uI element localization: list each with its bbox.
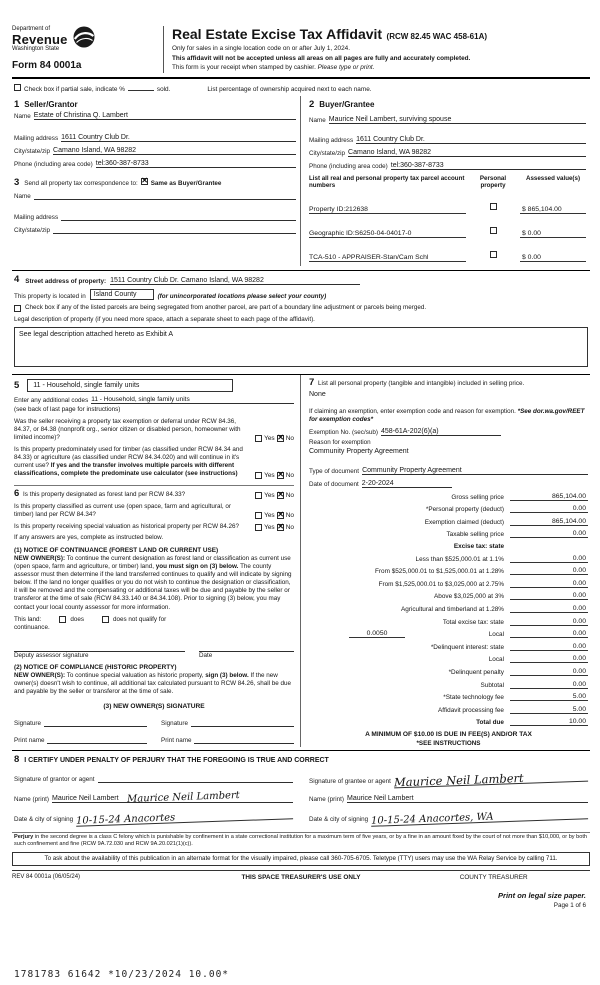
grantee-signature-block: Signature of grantee or agent Maurice Neil Lambert Name (print) Maurice Neil Lambert Date & city of signing 10-15-24 Anacortes, WA [309,765,588,823]
personal-property-field[interactable]: None [309,390,326,398]
section2-number: 2 [309,98,315,110]
seller-name-field[interactable]: Estate of Christina Q. Lambert [34,112,296,120]
title-block [164,26,590,73]
state-technology-fee-field[interactable]: 5.00 [510,693,588,701]
section8-number: 8 [14,754,20,766]
yes-no-group: Yes ✕ No [255,472,294,479]
personal-property-deduct-field[interactable]: 0.00 [510,505,588,513]
legal-description-field[interactable]: See legal description attached hereto as Exhibit A [14,327,588,367]
exemption-number-field[interactable]: 458-61A-202(6)(a) [381,428,501,436]
correspondence-mailing-field[interactable] [61,213,296,221]
correspondence-city-field[interactable] [53,226,296,234]
document-type-field[interactable]: Community Property Agreement [362,467,588,475]
tier1-tax-field[interactable]: 0.00 [510,555,588,563]
new-owners-signature-title: (3) NEW OWNER(S) SIGNATURE [103,703,205,711]
section-property-location: 4 Street address of property: 1511 Country Club Dr. Camano Island, WA 98282 This property is located in Island County (for unincorporated locations please select your county) Check box if any of the listed parcels are being segregated from another parcel, are part of a boundary line adjustment or parcels being merged. Legal description of property (if you need more space, attach a separate sheet to each page of the affidavit). See legal description attached hereto as Exhibit A [12,270,590,372]
section1-number: 1 [14,98,20,110]
correspondence-parcel-block [12,174,590,266]
yes-checkbox[interactable] [255,524,262,531]
personal-property-checkbox[interactable] [490,227,497,234]
deputy-signature-field[interactable] [14,644,185,652]
assessed-value-field[interactable]: $ 0.00 [520,230,586,238]
perjury-statement: Perjury in the second degree is a class C felony which is punishable by confinement in a state correctional institution for a maximum term of five years, or by a fine in an amount fixed by the court of not more than $10,000, or by both such confinement and fine (RCW 9A.72.030 and RCW 9A.20.021(1)(c)). [12,832,590,849]
tax-computation: Gross selling price 865,104.00 *Personal property (deduct) 0.00 Exemption claimed (deduct) 865,104.00 Taxable selling price 0.00 Excise tax: state Less than $525,000.01 at 1.1% 0.00 From $525,000.01 to $1,525,000.01 at 1.28% 0.00 From $1,525,000.01 to $3,025,000 at 2.75% 0.00 Above $3,025,000 at 3% 0.00 Agricultural and timberland at 1.28% 0.00 Total excise tax: state 0.00 0.0050 Local 0.00 *Delinquent interest: state 0.00 Local 0.00 *Delinquent penalty 0.00 Subtotal 0.00 *State technology fee 5.00 Affidavit processing fee 5.00 Total due 10.00 A MINIMUM OF $10.00 IS DUE IN FEE(S) AND/OR TAX *SEE INSTRUCTIONS [309,493,588,748]
section3-number: 3 [14,176,20,188]
delinquent-penalty-field[interactable]: 0.00 [510,668,588,676]
page-title: Real Estate Excise Tax Affidavit [172,26,383,42]
buyer-phone-field[interactable]: tel:360-387-8733 [391,162,586,170]
yes-no-group: Yes ✕ No [255,435,294,442]
legal-description-label: Legal description of property (if you need more space, attach a separate sheet to each page of the affidavit). [14,315,315,323]
section-certification [12,750,590,829]
see-back-note: (see back of last page for instructions) [14,405,121,413]
parcel-row [309,220,586,238]
dept-name: Revenue [12,32,68,47]
parcel-id-field[interactable]: Geographic ID:S6250-04-04017-0 [309,230,466,238]
dor-logo-icon [73,26,95,53]
section1-title: Seller/Grantor [24,99,78,109]
yes-no-group: Yes ✕ No [255,512,294,519]
yes-checkbox[interactable] [255,512,262,519]
tax-exemption-question: Was the seller receiving a property tax exemption or deferral under RCW 84.36, 84.37, or 84.38 (nonprofit org., senior citizen or disabled person, homeowner with limited income)? Yes ✕ No [14,418,294,442]
new-owner-signature-field[interactable] [191,719,294,727]
no-checkbox[interactable] [277,512,284,519]
col-personal-property: Personal property [479,174,507,190]
notice-compliance-text: NEW OWNER(S): To continue special valuation as historic property, sign (3) below. If the new owner(s) doesn't wish to continue, all additional tax calculated pursuant to RCW 84.26, shall be due and payable by the seller or transferor at the time of sale. [14,671,292,696]
form-number: Form 84 0001a [12,60,82,71]
rev-number: REV 84 0001a (06/05/24) [12,873,81,880]
delinquent-interest-state-field[interactable]: 0.00 [510,643,588,651]
grantor-name-print-field[interactable]: Maurice Neil Lambert Maurice Neil Lambert [52,793,293,803]
buyer-name-field[interactable]: Maurice Neil Lambert, surviving spouse [329,116,586,124]
parcel-id-field[interactable]: TCA-510 - APPRAISER-Stan/Cam Schl [309,254,466,262]
tier2-tax-field[interactable]: 0.00 [510,567,588,575]
dept-line2: Washington State [12,46,60,52]
partial-sale-label: Check box if partial sale, indicate % [24,85,125,93]
new-owner-print-name-field[interactable] [47,736,147,744]
certify-statement: I CERTIFY UNDER PENALTY OF PERJURY THAT THE FOREGOING IS TRUE AND CORRECT [24,757,329,765]
assessed-value-field[interactable]: $ 0.00 [520,254,586,262]
county-treasurer-label: COUNTY TREASURER [459,873,528,881]
section-personal-property: 7 List all personal property (tangible and intangible) included in selling price. None If claiming an exemption, enter exemption code and reason for exemption. *See dor.wa.gov/REET for exemption codes* Exemption No. (sec/sub) 458-61A-202(6)(a) Reason for exemption Community Property Agreement Type of document Community Property Agreement Date of document 2-20-2024 [309,379,588,488]
personal-property-intro: 7 List all personal property (tangible and intangible) included in selling price. [309,376,525,388]
section2-title: Buyer/Grantee [319,99,375,109]
total-due-field[interactable]: 10.00 [510,718,588,726]
section-correspondence: 3 Send all property tax correspondence to: ✕ Same as Buyer/Grantee Name Mailing address City/state/zip [12,174,300,266]
tier4-tax-field[interactable]: 0.00 [510,592,588,600]
reason-for-exemption-field[interactable]: Community Property Agreement [309,448,409,456]
dept-line1: Department of [12,26,51,32]
ownership-note: List percentage of ownership acquired next to each name. [207,85,372,93]
assessed-value-field[interactable]: $ 865,104.00 [520,206,586,214]
continuance-label: continuance. [14,623,50,631]
total-state-excise-field[interactable]: 0.00 [510,618,588,626]
parcel-row [309,244,586,262]
county-select[interactable]: Island County [90,289,154,300]
footer-row [12,870,590,881]
section5-number: 5 [14,379,20,391]
parcel-id-field[interactable]: Property ID:212638 [309,206,466,214]
no-checkbox[interactable] [277,435,284,442]
parcel-table-header [309,175,586,190]
affidavit-processing-fee-field[interactable]: 5.00 [510,706,588,714]
section-seller: 1 Seller/Grantor Name Estate of Christina Q. Lambert Mailing address 1611 Country Club Dr. City/state/zip Camano Island, WA 98282 Phone (including area code) tel:360-387-8733 [12,96,300,174]
seller-mailing-field[interactable]: 1611 Country Club Dr. [61,134,296,142]
notice-continuance-text: NEW OWNER(S): To continue the current designation as forest land or classification as current use (open space, farm and agriculture, or timber) land, you must sign on (3) below. The county assessor must then determine if the land transferred continues to qualify and will indicate by signing below. If the land no longer qualifies or you do not wish to continue the designation or classification, it will be removed and the compensating or additional taxes will be due and payable by the seller or transferor at the time of sale (RCW 84.33.140 or 84.34.108). Prior to signing (3) below, you may contact your local county assessor for more information. [14,555,292,611]
local-tax-field[interactable]: 0.00 [510,630,588,638]
segregated-label: Check box if any of the listed parcels are being segregated from another parcel, are part of a boundary line adjustment or parcels being merged. [25,303,427,311]
does-not-checkbox[interactable] [102,616,109,623]
grantor-name-handwriting: Maurice Neil Lambert [126,790,240,806]
excise-tax-state-header: Excise tax: state [453,543,504,551]
grantee-name-print-field[interactable]: Maurice Neil Lambert [347,795,588,803]
yes-checkbox[interactable] [255,492,262,499]
header-note-3: This form is your receipt when stamped by cashier. Please type or print. [172,64,375,72]
no-checkbox[interactable] [277,492,284,499]
header-note-1: Only for sales in a single location code on or after July 1, 2024. [172,45,350,52]
title-rcw-ref: (RCW 82.45 WAC 458-61A) [386,32,488,41]
does-checkbox[interactable] [59,616,66,623]
document-date-field[interactable]: 2-20-2024 [362,480,452,488]
new-owner-print-name-field[interactable] [194,736,294,744]
forest-land-question: 6 Is this property designated as forest land per RCW 84.33? Yes ✕ No [14,490,294,499]
right-column [300,375,590,748]
section-designations: 6 Is this property designated as forest land per RCW 84.33? Yes ✕ No Is this property classified as current use (open space, farm and agricultural, or timber) land per RCW 84.34? Yes ✕ No Is this property receiving special valuation as historical property per RCW 84.26? Yes ✕ No If any answers are yes, complete as instructed below. (1) NOTICE OF CONTINUANCE (FOREST LAND OR CURRENT USE) NEW OWNER(S): To continue the current designation as forest land or classification as current use (open space, farm and agriculture, or timber) land, you must sign on (3) below. The county assessor must then determine if the land transferred continues to qualify and will indicate by signing below. If the land no longer qualifies or you do not wish to continue the designation or classification, it will be removed and the compensating or additional taxes will be due and payable by the seller or transferor at the time of sale (RCW 84.33.140 or 84.34.108). Prior to signing (3) below, you may contact your local county assessor for more information. This land: does does not qualify for continuance. Deputy assessor signature Date (2) NOTICE OF COMPLIANCE (HISTORIC PROPERTY) NEW OWNER(S): To continue special valuation as historic property, sign (3) below. If the new owner(s) doesn't wish to continue, all additional tax calculated pursuant to RCW 84.26, shall be due and payable by the seller or transferor at the time of sale. (3) NEW OWNER(S) SIGNATURE Signature Signature Print name Print name [14,485,294,745]
grantor-signature-field[interactable] [98,775,293,783]
yes-checkbox[interactable] [255,472,262,479]
if-yes-note: If any answers are yes, complete as instructed below. [14,533,164,541]
deputy-signature-label: Deputy assessor signature [14,651,89,659]
minimum-due-note: A MINIMUM OF $10.00 IS DUE IN FEE(S) AND/OR TAX [365,731,532,739]
new-owner-signature-field[interactable] [44,719,147,727]
section4-number: 4 [14,273,20,285]
taxable-selling-price-field[interactable]: 0.00 [510,530,588,538]
form-header [12,26,590,79]
partial-sale-row [12,79,590,96]
treasurer-space-label: THIS SPACE TREASURER'S USE ONLY [241,873,361,881]
timber-use-question: Is this property predominately used for timber (as classified under RCW 84.34 and 84.33) or agriculture (as classified under RCW 84.34.020) and will continue in it's current use? If yes and the transfer involves multiple parcels with different classifications, complete the predominate use calculator (see instructions) Yes ✕ No [14,446,294,478]
partial-sale-percent-field[interactable] [128,83,154,91]
personal-property-checkbox[interactable] [490,251,497,258]
notice-compliance-title: (2) NOTICE OF COMPLIANCE (HISTORIC PROPERTY) [14,663,177,671]
grantee-date-city-field[interactable]: 10-15-24 Anacortes, WA [371,810,588,828]
local-rate-field[interactable]: 0.0050 [349,630,405,638]
section3-intro: Send all property tax correspondence to: [24,179,138,187]
section-buyer: 2 Buyer/Grantee Name Maurice Neil Lambert, surviving spouse Mailing address 1611 Country Club Dr. City/state/zip Camano Island, WA 98282 Phone (including area code) tel:360-387-8733 [300,96,590,174]
header-note-2: This affidavit will not be accepted unless all areas on all pages are fully and accurately completed. [172,54,471,62]
current-use-question: Is this property classified as current use (open space, farm and agricultural, or timber) land per RCW 84.34? Yes ✕ No [14,503,294,519]
additional-codes-field[interactable]: 11 - Household, single family units [91,396,294,404]
agricultural-tax-field[interactable]: 0.00 [510,605,588,613]
notice-continuance-title: (1) NOTICE OF CONTINUANCE (FOREST LAND OR CURRENT USE) [14,547,219,554]
agency-block [12,26,164,73]
reason-for-exemption-label: Reason for exemption [309,439,371,447]
left-column [12,375,300,748]
exemption-codes-note: *See dor.wa.gov/REET for exemption codes* [309,407,585,423]
page-number: Page 1 of 6 [553,901,586,909]
segregated-checkbox[interactable] [14,305,21,312]
seller-buyer-block [12,96,590,174]
yes-no-group: Yes ✕ No [255,524,294,531]
exemption-intro: If claiming an exemption, enter exemption code and reason for exemption. *See dor.wa.gov/REET for exemption codes* [309,407,585,423]
partial-sale-sold-label: sold. [156,85,171,93]
parcel-table [300,174,590,266]
yes-checkbox[interactable] [255,435,262,442]
gross-selling-price-field[interactable]: 865,104.00 [510,493,588,501]
delinquent-interest-local-field[interactable]: 0.00 [510,655,588,663]
yes-no-group: Yes ✕ No [255,492,294,499]
parcel-row [309,196,586,214]
grantee-signature-field[interactable]: Maurice Neil Lambert [394,772,588,789]
land-use-code-field[interactable]: 11 - Household, single family units [27,379,233,392]
deputy-date-label: Date [199,651,213,659]
alternate-format-note: To ask about the availability of this publication in an alternate format for the visually impaired, please call 360-705-6705. Teletype (TTY) users may use the WA Relay Service by calling 711. [12,852,590,866]
col-parcel-numbers: List all real and personal property tax parcel account numbers [309,174,465,190]
county-note: (for unincorporated locations please select your county) [157,292,327,300]
same-as-buyer-label: Same as Buyer/Grantee [150,179,222,187]
seller-city-field[interactable]: Camano Island, WA 98282 [53,147,296,155]
grantor-date-city-field[interactable]: 10-15-24 Anacortes [76,810,293,828]
cashier-receipt-stamp: 1781783 61642 *10/23/2024 10.00* [14,969,230,980]
personal-property-checkbox[interactable] [490,203,497,210]
col-assessed-values: Assessed value(s) [526,174,580,182]
section-land-use: 5 11 - Household, single family units Enter any additional codes 11 - Household, single family units (see back of last page for instructions) Was the seller receiving a property tax exemption or deferral under RCW 84.36, 84.37, or 84.38 (nonprofit org., senior citizen or disabled person, homeowner with limited income)? Yes ✕ No Is this property predominately used for timber (as classified under RCW 84.34 and 84.33) or agriculture (as classified under RCW 84.34.020) and will continue in it's current use? If yes and the transfer involves multiple parcels with different classifications, complete the predominate use calculator (see instructions) Yes ✕ No [14,379,294,479]
main-columns [12,374,590,748]
property-street-field[interactable]: 1511 Country Club Dr. Camano Island, WA 98282 [110,277,360,285]
exemption-claimed-field[interactable]: 865,104.00 [510,518,588,526]
buyer-mailing-field[interactable]: 1611 Country Club Dr. [356,136,586,144]
buyer-city-field[interactable]: Camano Island, WA 98282 [348,149,586,157]
print-legal-note: Print on legal size paper. [498,890,586,900]
partial-sale-checkbox[interactable] [14,84,21,91]
no-checkbox[interactable] [277,524,284,531]
historic-property-question: Is this property receiving special valuation as historical property per RCW 84.26? Yes ✕ No [14,523,294,531]
no-checkbox[interactable] [277,472,284,479]
same-as-buyer-checkbox[interactable] [141,178,148,185]
land-qualify-row: This land: does does not qualify for [14,615,167,623]
seller-phone-field[interactable]: tel:360-387-8733 [96,160,296,168]
grantor-signature-block: Signature of grantor or agent Name (print) Maurice Neil Lambert Maurice Neil Lambert Date & city of signing 10-15-24 Anacortes [14,765,293,823]
see-instructions-note: *SEE INSTRUCTIONS [416,740,481,748]
deputy-date-field[interactable] [199,644,294,652]
correspondence-name-field[interactable] [34,192,296,200]
subtotal-field[interactable]: 0.00 [510,681,588,689]
tier3-tax-field[interactable]: 0.00 [510,580,588,588]
